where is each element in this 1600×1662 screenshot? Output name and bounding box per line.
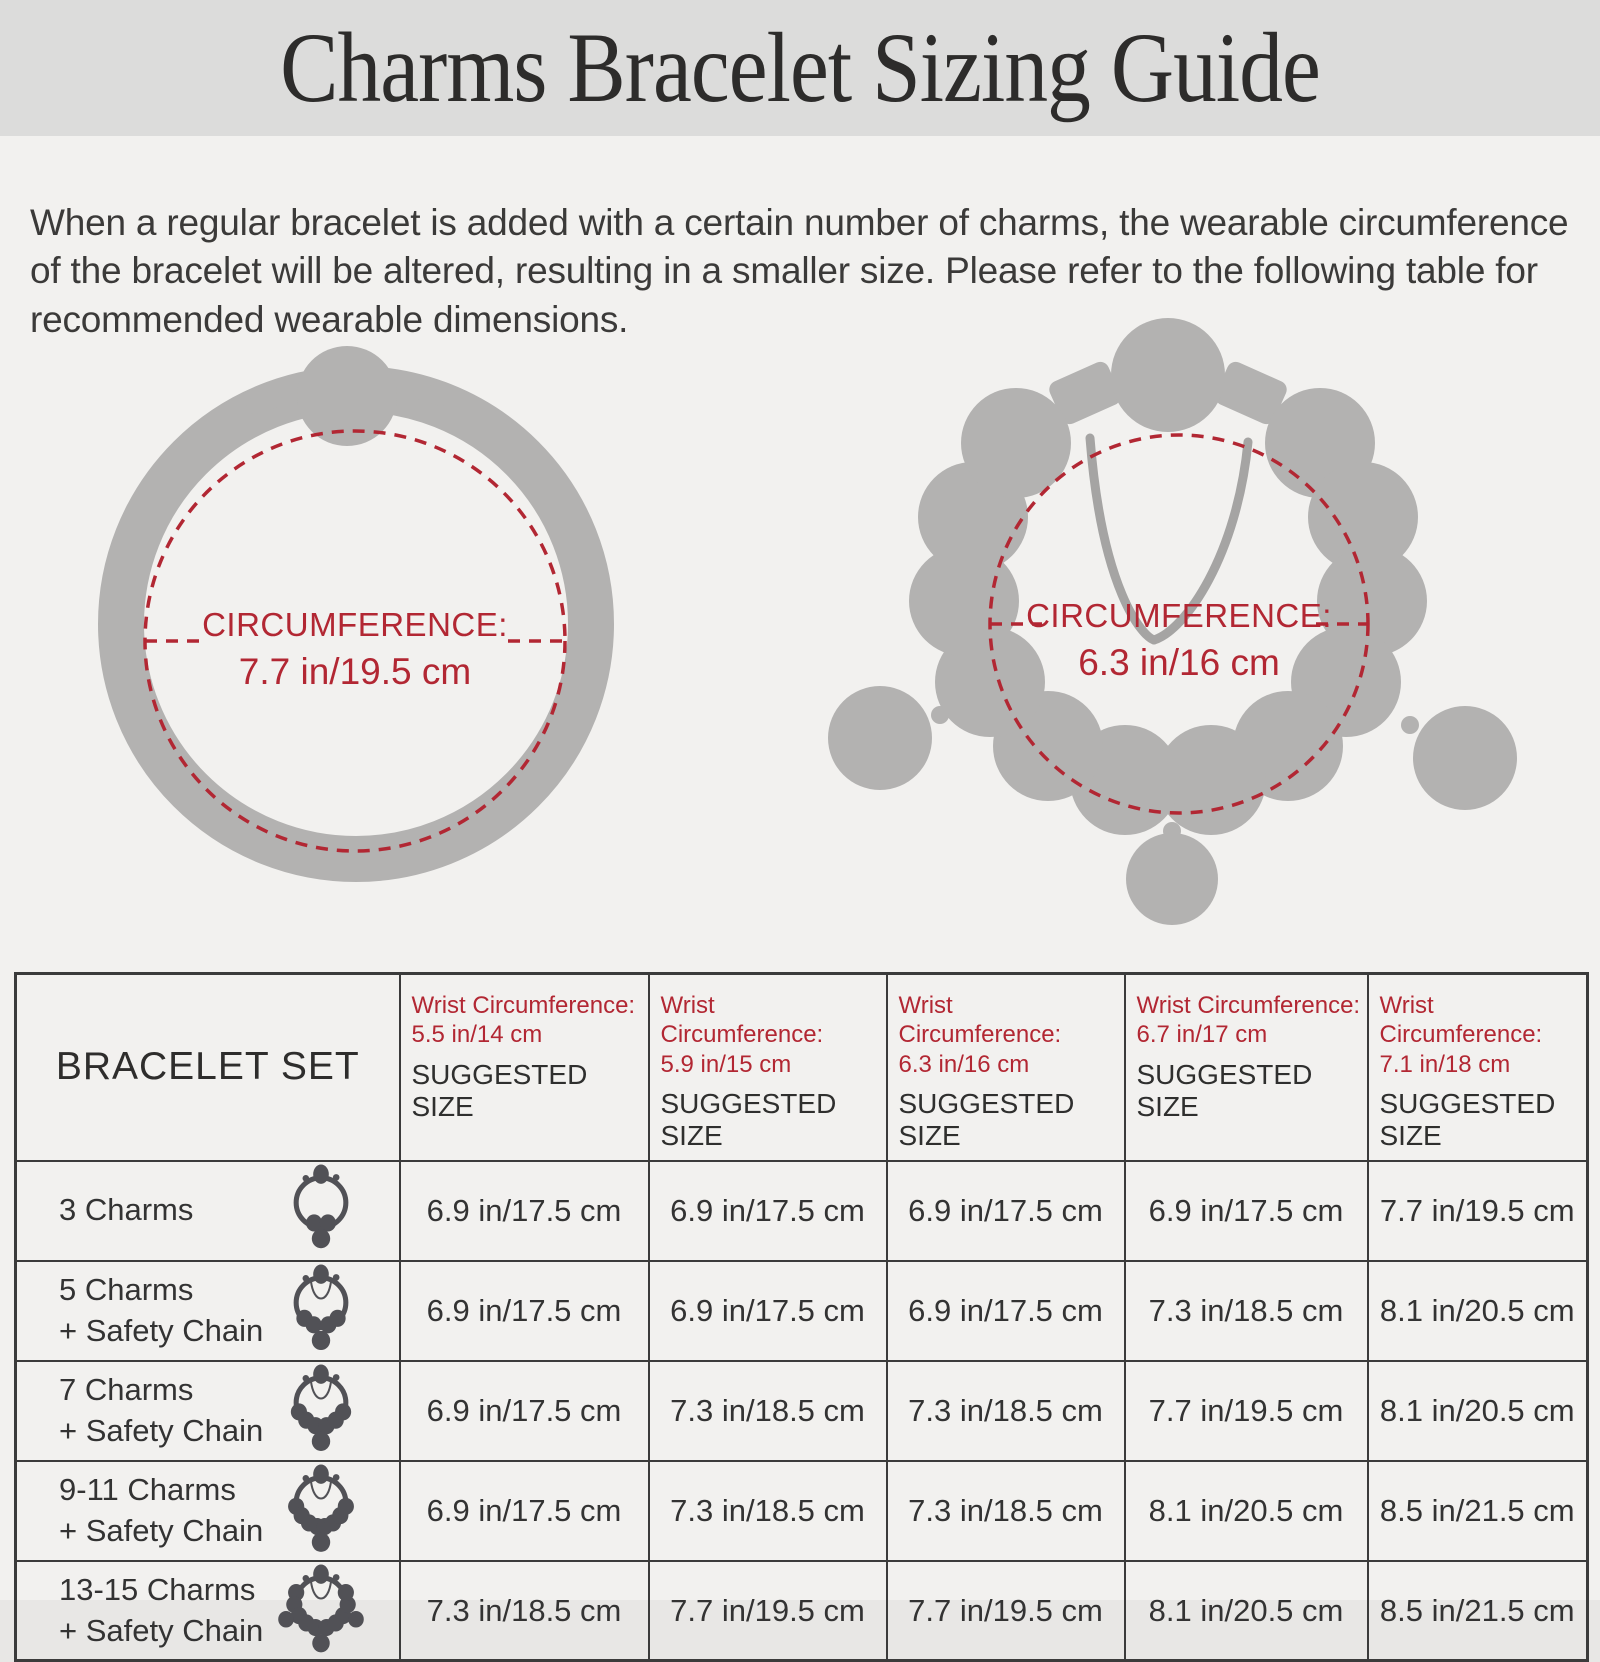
intro-text: When a regular bracelet is added with a certain number of charms, the wearable circumference of the bracelet will be altered, resulting in a smaller size. Please refer to the following table for recommended wearable dimensions.: [30, 202, 1569, 340]
sizing-table: [14, 972, 1589, 1662]
suggested-size-value: 6.9 in/17.5 cm: [887, 1261, 1125, 1361]
bracelet-set-label: 9-11 Charms + Safety Chain: [59, 1471, 264, 1548]
bracelet-set-label: 5 Charms + Safety Chain: [59, 1271, 264, 1348]
dangle-link: [1401, 716, 1419, 734]
circumference-label: CIRCUMFERENCE:: [1026, 597, 1332, 634]
bracelet-5-charms-safety-chain-icon: [275, 1262, 367, 1359]
suggested-size-value: 7.3 in/18.5 cm: [887, 1361, 1125, 1461]
table-row: [16, 1361, 1588, 1461]
bracelet-set-wrap: [17, 1362, 399, 1459]
suggested-size-label: SUGGESTED SIZE: [1136, 1058, 1313, 1122]
suggested-size-label: SUGGESTED SIZE: [1379, 1087, 1556, 1151]
suggested-size-value: 6.9 in/17.5 cm: [649, 1161, 887, 1261]
suggested-size-value: 7.3 in/18.5 cm: [887, 1461, 1125, 1561]
suggested-size-value: 7.3 in/18.5 cm: [400, 1561, 649, 1661]
bracelet-set-label: 7 Charms + Safety Chain: [59, 1371, 264, 1448]
wrist-column-header: [1368, 974, 1588, 1161]
suggested-size-value: 8.1 in/20.5 cm: [1368, 1261, 1588, 1361]
suggested-size-label: SUGGESTED SIZE: [411, 1058, 588, 1122]
suggested-size-value: 6.9 in/17.5 cm: [887, 1161, 1125, 1261]
bracelet-9-11-charms-safety-chain-icon: [275, 1462, 367, 1559]
wrist-circumference-label: Wrist Circumference: 5.9 in/15 cm: [660, 992, 824, 1078]
suggested-size-value: 6.9 in/17.5 cm: [649, 1261, 887, 1361]
charm-bracelet-circumference: [939, 597, 1419, 684]
bracelet-3-charms-icon: [275, 1162, 367, 1259]
bracelet-set-cell: [16, 1261, 400, 1361]
bracelet-13-15-charms-safety-chain-icon: [275, 1562, 367, 1659]
suggested-size-value: 6.9 in/17.5 cm: [400, 1361, 649, 1461]
suggested-size-value: 6.9 in/17.5 cm: [400, 1161, 649, 1261]
bracelet-set-cell: [16, 1461, 400, 1561]
dangle-charm-bottom: [1126, 833, 1218, 925]
bracelet-set-wrap: [17, 1562, 399, 1659]
suggested-size-value: 7.7 in/19.5 cm: [1125, 1361, 1368, 1461]
table-header-row: [16, 974, 1588, 1161]
bracelet-set-cell: [16, 1561, 400, 1661]
suggested-size-value: 7.3 in/18.5 cm: [1125, 1261, 1368, 1361]
suggested-size-label: SUGGESTED SIZE: [660, 1087, 837, 1151]
bracelet-set-label: 13-15 Charms + Safety Chain: [59, 1571, 264, 1648]
table-row: [16, 1561, 1588, 1661]
plain-bracelet-circumference: [115, 606, 595, 693]
title-banner: [0, 0, 1600, 136]
wrist-column-header: [649, 974, 887, 1161]
bracelet-7-charms-safety-chain-icon: [275, 1362, 367, 1459]
suggested-size-value: 7.3 in/18.5 cm: [649, 1361, 887, 1461]
plain-bracelet-illustration: [40, 300, 680, 900]
charm-beads: [909, 318, 1427, 835]
wrist-circumference-label: Wrist Circumference: 6.3 in/16 cm: [898, 992, 1062, 1078]
table-row: [16, 1461, 1588, 1561]
suggested-size-value: 7.3 in/18.5 cm: [649, 1461, 887, 1561]
suggested-size-value: 7.7 in/19.5 cm: [887, 1561, 1125, 1661]
suggested-size-value: 8.1 in/20.5 cm: [1125, 1461, 1368, 1561]
bracelet-set-wrap: [17, 1262, 399, 1359]
bracelet-set-wrap: [17, 1462, 399, 1559]
suggested-size-value: 6.9 in/17.5 cm: [1125, 1161, 1368, 1261]
dangle-charm-left: [828, 686, 932, 790]
circumference-label: CIRCUMFERENCE:: [202, 606, 508, 643]
suggested-size-value: 8.1 in/20.5 cm: [1368, 1361, 1588, 1461]
wrist-circumference-label: Wrist Circumference: 5.5 in/14 cm: [411, 992, 636, 1049]
bracelet-set-wrap: [17, 1162, 399, 1259]
dangle-link: [931, 706, 949, 724]
dangle-charm-right: [1413, 706, 1517, 810]
suggested-size-value: 7.7 in/19.5 cm: [1368, 1161, 1588, 1261]
suggested-size-value: 8.5 in/21.5 cm: [1368, 1561, 1588, 1661]
suggested-size-value: 6.9 in/17.5 cm: [400, 1261, 649, 1361]
bracelet-set-cell: [16, 1361, 400, 1461]
suggested-size-label: SUGGESTED SIZE: [898, 1087, 1075, 1151]
suggested-size-value: 8.1 in/20.5 cm: [1125, 1561, 1368, 1661]
circumference-value: 6.3 in/16 cm: [1078, 642, 1280, 683]
wrist-column-header: [887, 974, 1125, 1161]
bracelet-set-label: 3 Charms: [59, 1192, 194, 1228]
suggested-size-value: 8.5 in/21.5 cm: [1368, 1461, 1588, 1561]
bracelet-set-header: BRACELET SET: [16, 974, 400, 1161]
table-row: [16, 1161, 1588, 1261]
circumference-value: 7.7 in/19.5 cm: [238, 651, 472, 692]
wrist-circumference-label: Wrist Circumference: 6.7 in/17 cm: [1136, 992, 1361, 1049]
table-row: [16, 1261, 1588, 1361]
suggested-size-value: 7.7 in/19.5 cm: [649, 1561, 887, 1661]
suggested-size-value: 6.9 in/17.5 cm: [400, 1461, 649, 1561]
page-title: Charms Bracelet Sizing Guide: [280, 12, 1320, 124]
table-body: [16, 1161, 1588, 1661]
bracelet-set-cell: [16, 1161, 400, 1261]
wrist-circumference-label: Wrist Circumference: 7.1 in/18 cm: [1379, 992, 1543, 1078]
wrist-column-header: [1125, 974, 1368, 1161]
wrist-column-header: [400, 974, 649, 1161]
